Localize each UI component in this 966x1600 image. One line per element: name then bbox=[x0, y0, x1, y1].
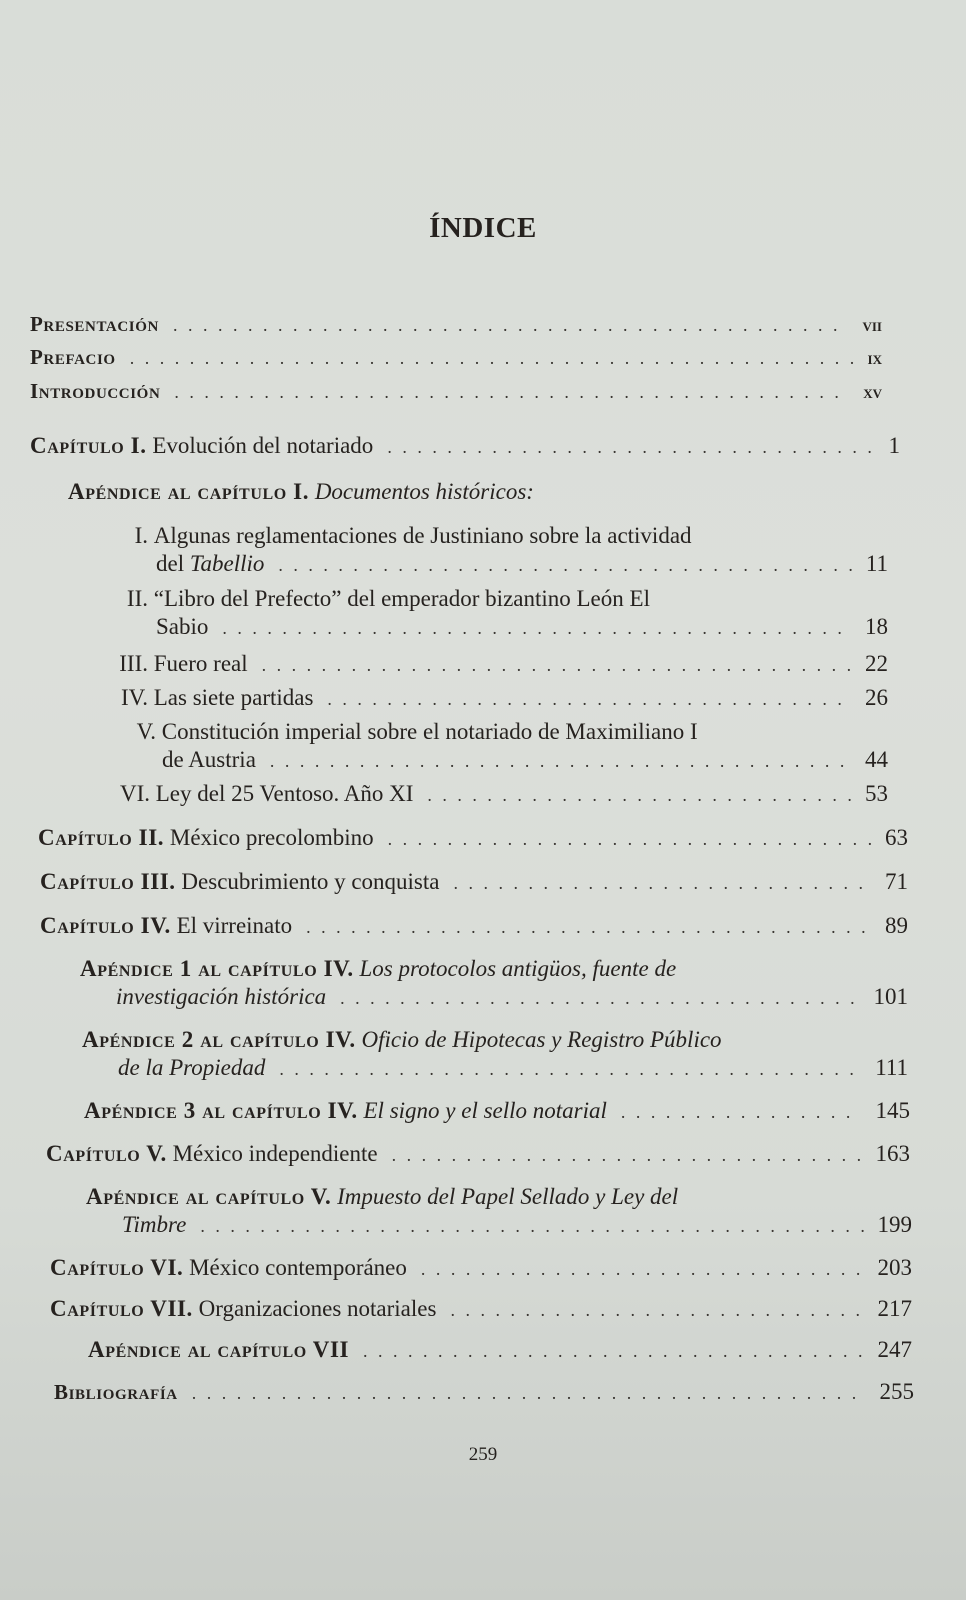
toc-label: Presentación bbox=[30, 312, 159, 336]
dot-leader bbox=[427, 781, 851, 809]
toc-page: 11 bbox=[865, 551, 888, 576]
toc-page: 247 bbox=[877, 1337, 912, 1362]
doc-title-line2: de Austria bbox=[162, 747, 256, 772]
chapter-label: Capítulo VII. bbox=[50, 1296, 193, 1321]
dot-leader bbox=[453, 869, 871, 897]
toc-page: 26 bbox=[865, 685, 888, 710]
page-title: ÍNDICE bbox=[429, 212, 537, 244]
toc-page: 145 bbox=[875, 1098, 910, 1123]
toc-doc-2 bbox=[110, 585, 888, 642]
toc-appendix-3-capitulo-4 bbox=[84, 1097, 910, 1126]
page-number: 259 bbox=[468, 1444, 498, 1465]
toc-entry-capitulo-5 bbox=[46, 1140, 910, 1169]
appendix-label: Apéndice 2 al capítulo IV. bbox=[82, 1027, 356, 1052]
dot-leader bbox=[327, 685, 851, 713]
toc-page: 63 bbox=[885, 825, 908, 850]
dot-leader bbox=[388, 825, 871, 853]
appendix-label: Apéndice 3 al capítulo IV. bbox=[84, 1098, 358, 1123]
toc-entry-presentacion bbox=[30, 310, 882, 340]
toc-appendix-capitulo-5 bbox=[86, 1183, 912, 1240]
chapter-label: Capítulo I. bbox=[30, 433, 147, 458]
toc-entry-capitulo-6 bbox=[50, 1254, 912, 1283]
toc-page: 217 bbox=[877, 1296, 912, 1321]
appendix-title-line2: de la Propiedad bbox=[118, 1055, 266, 1080]
dot-leader bbox=[306, 913, 871, 941]
appendix-label: Apéndice 1 al capítulo IV. bbox=[80, 956, 354, 981]
chapter-label: Capítulo II. bbox=[38, 825, 165, 850]
toc-doc-3 bbox=[100, 650, 888, 679]
toc-page: 199 bbox=[877, 1212, 912, 1237]
dot-leader bbox=[192, 1379, 866, 1407]
chapter-label: Capítulo IV. bbox=[40, 913, 171, 938]
appendix-label: Apéndice al capítulo VII bbox=[88, 1337, 350, 1362]
toc-doc-1 bbox=[118, 522, 888, 579]
dot-leader bbox=[270, 747, 851, 775]
toc-page: 53 bbox=[865, 781, 888, 806]
toc-page: 255 bbox=[879, 1379, 914, 1404]
dot-leader bbox=[279, 1055, 861, 1083]
toc-page: vii bbox=[862, 315, 882, 336]
dot-leader bbox=[173, 311, 849, 339]
chapter-title: Descubrimiento y conquista bbox=[181, 869, 440, 894]
chapter-title: México independiente bbox=[172, 1141, 378, 1166]
toc-page: xv bbox=[863, 382, 882, 403]
toc-appendix-capitulo-1 bbox=[68, 478, 888, 506]
toc-label: Prefacio bbox=[30, 345, 116, 369]
dot-leader bbox=[222, 614, 851, 642]
toc-entry-bibliografia bbox=[54, 1378, 914, 1407]
appendix-title: El signo y el sello notarial bbox=[363, 1098, 607, 1123]
dot-leader bbox=[174, 378, 849, 406]
doc-title-line2-italic: Tabellio bbox=[189, 551, 265, 576]
appendix-title-line1: Los protocolos antigüos, fuente de bbox=[359, 956, 677, 981]
appendix-title-line1: Impuesto del Papel Sellado y Ley del bbox=[337, 1184, 679, 1209]
chapter-label: Capítulo V. bbox=[46, 1141, 167, 1166]
toc-page: 89 bbox=[885, 913, 908, 938]
dot-leader bbox=[421, 1255, 864, 1283]
toc-page: 101 bbox=[873, 984, 908, 1009]
toc-doc-4 bbox=[104, 684, 888, 713]
doc-title-line1: Constitución imperial sobre el notariado de Maximiliano I bbox=[161, 719, 698, 744]
toc-appendix-2-capitulo-4 bbox=[82, 1026, 908, 1083]
dot-leader bbox=[200, 1212, 863, 1240]
doc-title-line2: del bbox=[156, 551, 190, 576]
doc-number: VI. bbox=[119, 781, 150, 806]
toc-page: 22 bbox=[865, 651, 888, 676]
toc-page: 203 bbox=[877, 1255, 912, 1280]
appendix-title-line1: Oficio de Hipotecas y Registro Público bbox=[361, 1027, 722, 1052]
dot-leader bbox=[450, 1296, 863, 1324]
toc-page: ix bbox=[867, 348, 882, 369]
toc-entry-capitulo-7 bbox=[50, 1295, 912, 1324]
dot-leader bbox=[621, 1098, 862, 1126]
doc-title: Fuero real bbox=[153, 651, 248, 676]
chapter-title: El virreinato bbox=[176, 913, 293, 938]
appendix-label: Apéndice al capítulo I. bbox=[68, 479, 310, 504]
toc-page: 18 bbox=[865, 614, 888, 639]
appendix-title-line2: investigación histórica bbox=[116, 984, 327, 1009]
dot-leader bbox=[278, 551, 851, 579]
toc-appendix-1-capitulo-4 bbox=[80, 955, 908, 1012]
toc-page: 71 bbox=[885, 869, 908, 894]
doc-title: Las siete partidas bbox=[153, 685, 314, 710]
toc-entry-prefacio bbox=[30, 343, 882, 373]
chapter-title: México precolombino bbox=[169, 825, 374, 850]
doc-number: I. bbox=[134, 523, 148, 548]
toc-label-group bbox=[30, 432, 373, 460]
dot-leader bbox=[340, 984, 859, 1012]
dot-leader bbox=[262, 651, 851, 679]
toc-entry-capitulo-1 bbox=[30, 432, 900, 461]
toc-appendix-capitulo-7 bbox=[88, 1336, 912, 1365]
doc-title-line1: Algunas reglamentaciones de Justiniano sobre la actividad bbox=[153, 523, 692, 548]
doc-number: II. bbox=[126, 586, 148, 611]
dot-leader bbox=[363, 1337, 863, 1365]
doc-number: V. bbox=[136, 719, 156, 744]
doc-number: III. bbox=[119, 651, 148, 676]
appendix-title-line2: Timbre bbox=[122, 1212, 187, 1237]
chapter-title: Evolución del notariado bbox=[152, 433, 374, 458]
toc-doc-5 bbox=[110, 718, 888, 775]
toc-entry-introduccion bbox=[30, 377, 882, 407]
appendix-label: Apéndice al capítulo V. bbox=[86, 1184, 332, 1209]
doc-title-line1: “Libro del Prefecto” del emperador bizantino León El bbox=[153, 586, 650, 611]
chapter-label: Capítulo VI. bbox=[50, 1255, 184, 1280]
toc-page: 1 bbox=[888, 433, 900, 458]
toc-page: 111 bbox=[875, 1055, 908, 1080]
toc-doc-6 bbox=[104, 780, 888, 809]
toc-page: 163 bbox=[875, 1141, 910, 1166]
chapter-title: Organizaciones notariales bbox=[198, 1296, 437, 1321]
appendix-title: Documentos históricos: bbox=[314, 479, 534, 504]
dot-leader bbox=[392, 1141, 862, 1169]
chapter-label: Capítulo III. bbox=[40, 869, 176, 894]
toc-label: Introducción bbox=[30, 379, 161, 403]
dot-leader bbox=[130, 344, 854, 372]
toc-entry-capitulo-4 bbox=[40, 912, 908, 941]
dot-leader bbox=[387, 433, 874, 461]
toc-label: Bibliografía bbox=[54, 1380, 178, 1404]
doc-title-line2: Sabio bbox=[156, 614, 209, 639]
toc-entry-capitulo-2 bbox=[38, 824, 908, 853]
toc-page: 44 bbox=[865, 747, 888, 772]
chapter-title: México contemporáneo bbox=[189, 1255, 407, 1280]
doc-number: IV. bbox=[120, 685, 148, 710]
doc-title: Ley del 25 Ventoso. Año XI bbox=[155, 781, 414, 806]
toc-entry-capitulo-3 bbox=[40, 868, 908, 897]
